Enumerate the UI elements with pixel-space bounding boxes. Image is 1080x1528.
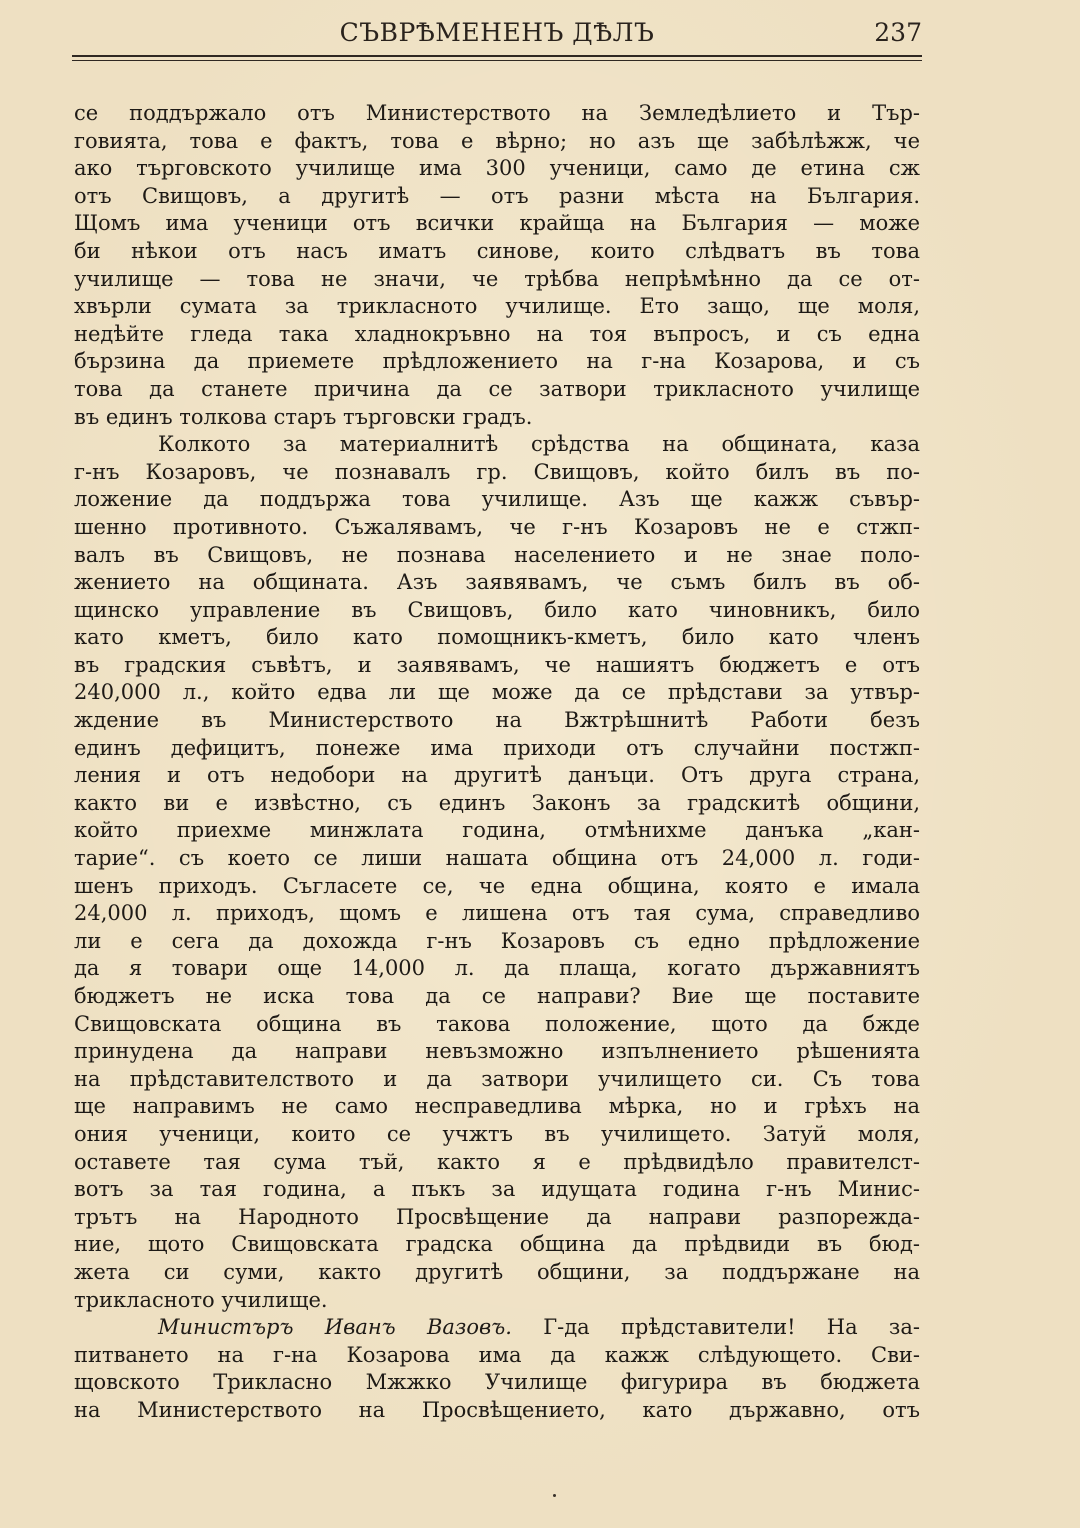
text-line: ли е сега да дохожда г-нъ Козаровъ съ едно прѣдложение xyxy=(74,928,920,953)
text-line: 240,000 л., който едва ли ще може да се прѣдстави за утвър- xyxy=(74,680,920,705)
text-line: валъ въ Свищовъ, не познава населението и не знае поло- xyxy=(74,542,920,567)
text-line: това да станете причина да се затвори трикласното училище xyxy=(74,376,920,401)
page-number: 237 xyxy=(874,18,922,47)
paragraph-1 xyxy=(74,100,920,431)
running-title: СЪВРѢМЕНЕНЪ ДѢЛЪ xyxy=(339,18,655,47)
text-line: недѣйте гледа така хладнокръвно на тоя въпросъ, и съ една xyxy=(74,321,920,346)
text-line: единъ дефицитъ, понеже има приходи отъ случайни постжп- xyxy=(74,735,920,760)
text-line: ще направимъ не само несправедлива мѣрка, но и грѣхъ на xyxy=(74,1094,920,1119)
text-line: 24,000 л. приходъ, щомъ е лишена отъ тая сума, справедливо xyxy=(74,901,920,926)
paragraph-2 xyxy=(74,431,920,1314)
text-line: да я товари още 14,000 л. да плаща, когато държавниятъ xyxy=(74,956,920,981)
text-line: г-нъ Козаровъ, че познавалъ гр. Свищовъ, който билъ въ по- xyxy=(74,459,920,484)
text-line: говията, това е фактъ, това е вѣрно; но азъ ще забѣлѣжж, че xyxy=(74,128,920,153)
text-line: на Министерството на Просвѣщението, като държавно, отъ xyxy=(74,1397,920,1422)
text-line: на прѣдставителството и да затвори училището си. Съ това xyxy=(74,1066,920,1091)
text-line: отъ Свищовъ, а другитѣ — отъ разни мѣста на България. xyxy=(74,183,920,208)
text-line: жета си суми, както другитѣ общини, за поддържане на xyxy=(74,1259,920,1284)
text-line: ако търговското училище има 300 ученици, само де етина сж xyxy=(74,156,920,181)
text-line: ония ученици, които се учжтъ въ училището. Затуй моля, xyxy=(74,1121,920,1146)
text-line: въ градския съвѣтъ, и заявявамъ, че нашиятъ бюджетъ е отъ xyxy=(74,652,920,677)
text-line: бюджетъ не иска това да се направи? Вие ще поставите xyxy=(74,984,920,1008)
text-line: хвърли сумата за трикласното училище. Ето защо, ще моля, xyxy=(74,294,920,319)
speech-opening: Г-да прѣдставители! На за- xyxy=(543,1315,920,1340)
page-header xyxy=(72,14,922,50)
text-line: шенно противното. Съжалявамъ, че г-нъ Козаровъ не е стжп- xyxy=(74,514,920,539)
text-line: принудена да направи невъзможно изпълнението рѣшенията xyxy=(74,1039,920,1064)
text-line: би нѣкои отъ насъ иматъ синове, които слѣдватъ въ това xyxy=(74,238,920,263)
text-line: Колкото за материалнитѣ срѣдства на общината, каза xyxy=(158,432,920,457)
speech-first-line xyxy=(74,1314,920,1342)
text-line: Щомъ има ученици отъ всички крайща на България — може xyxy=(74,211,920,236)
body-text xyxy=(74,100,920,1425)
text-line: вотъ за тая година, а пъкъ за идущата година г-нъ Минис- xyxy=(74,1177,920,1202)
text-line: се поддържало отъ Министерството на Земледѣлието и Тър- xyxy=(74,101,920,125)
text-line: училище — това не значи, че трѣбва непрѣмѣнно да се от- xyxy=(74,266,920,291)
paragraph-3 xyxy=(74,1314,920,1424)
text-line: както ви е извѣстно, съ единъ Законъ за градскитѣ общини, xyxy=(74,790,920,815)
text-line: ждение въ Министерството на Вжтрѣшнитѣ Работи безъ xyxy=(74,708,920,733)
text-line: жението на общината. Азъ заявявамъ, че съмъ билъ въ об- xyxy=(74,570,920,595)
text-line: щинско управление въ Свищовъ, било като чиновникъ, било xyxy=(74,597,920,622)
header-double-rule xyxy=(72,55,922,61)
text-line: ложение да поддържа това училище. Азъ ще кажж съвър- xyxy=(74,487,920,512)
text-line: щовското Трикласно Мжжко Училище фигурира въ бюджета xyxy=(74,1370,920,1395)
text-line: шенъ приходъ. Съгласете се, че една община, която е имала xyxy=(74,873,920,898)
print-speck xyxy=(553,1494,556,1497)
text-line: въ единъ толкова старъ търговски градъ. xyxy=(74,404,533,429)
text-line: ления и отъ недобори на другитѣ данъци. Отъ друга страна, xyxy=(74,763,920,788)
text-line: трътъ на Народното Просвѣщение да направи разпорежда- xyxy=(74,1204,920,1229)
text-line: Свищовската община въ такова положение, щото да бжде xyxy=(74,1011,920,1036)
text-line: оставете тая сума тъй, както я е прѣдвидѣло правителст- xyxy=(74,1149,920,1174)
speaker-name: Министъръ Иванъ Вазовъ. xyxy=(158,1315,512,1340)
text-line: питването на г-на Козарова има да кажж слѣдующето. Сви- xyxy=(74,1342,920,1367)
text-line: трикласното училище. xyxy=(74,1287,328,1312)
text-line: който приехме минжлата година, отмѣнихме данъка „кан- xyxy=(74,818,920,843)
text-line: ние, щото Свищовската градска община да прѣдвиди въ бюд- xyxy=(74,1232,920,1257)
text-line: бързина да приемете прѣдложението на г-на Козарова, и съ xyxy=(74,349,920,374)
text-line: тарие“. съ което се лиши нашата община отъ 24,000 л. годи- xyxy=(74,846,920,871)
text-line: като кметъ, било като помощникъ-кметъ, било като членъ xyxy=(74,625,920,650)
